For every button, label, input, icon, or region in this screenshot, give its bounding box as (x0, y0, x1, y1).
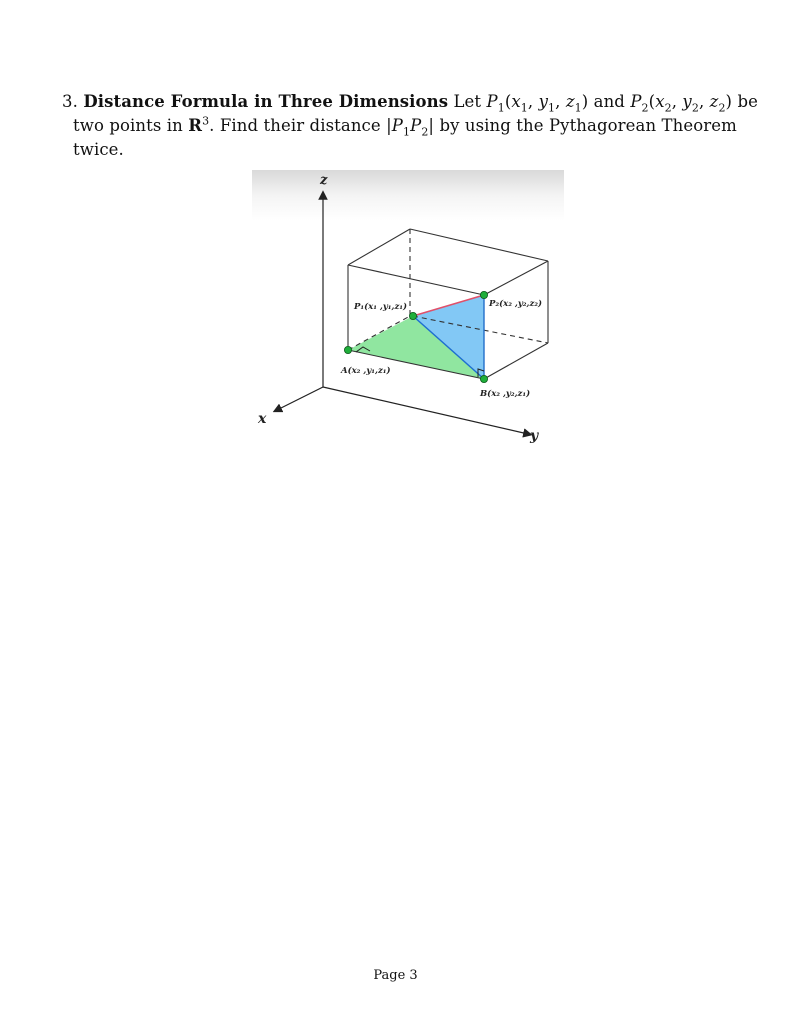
problem-statement (62, 90, 758, 162)
p2-symbol: P (630, 92, 642, 111)
point-p2 (480, 291, 487, 298)
y2-symbol: y (682, 92, 692, 111)
text-two-points: two points in (73, 116, 183, 135)
text-pythagorean: by using the Pythagorean Theorem (439, 116, 737, 135)
label-p1: P₁(x₁ ,y₁,z₁) (354, 302, 408, 312)
z1-subscript: 1 (574, 101, 582, 115)
p1-subscript: 1 (497, 101, 505, 115)
paren-close: ) (581, 92, 589, 111)
y2-subscript: 2 (691, 101, 699, 115)
problem-line-2 (62, 114, 737, 139)
dist-p1-symbol: P (391, 116, 403, 135)
x2-symbol: x (655, 92, 665, 111)
x-axis-label: x (258, 411, 267, 427)
paren-open: ( (504, 92, 512, 111)
point-p1 (409, 312, 416, 319)
x1-symbol: x (511, 92, 521, 111)
p2-subscript: 2 (641, 101, 649, 115)
problem-number: 3. (62, 92, 78, 111)
x2-subscript: 2 (664, 101, 672, 115)
point-b (480, 375, 487, 382)
label-p2: P₂(x₂ ,y₂,z₂) (489, 299, 543, 309)
paren-open: ( (648, 92, 656, 111)
comma: , (698, 92, 710, 111)
text-twice: twice. (73, 140, 124, 159)
label-a: A(x₂ ,y₁,z₁) (341, 366, 391, 376)
abs-close: | (428, 116, 435, 135)
text-be: be (737, 92, 758, 111)
y-axis-label: y (530, 428, 539, 444)
x1-subscript: 1 (520, 101, 528, 115)
z2-subscript: 2 (718, 101, 726, 115)
problem-line-1 (62, 90, 758, 115)
comma: , (671, 92, 683, 111)
p1-symbol: P (486, 92, 498, 111)
space-symbol: R (188, 116, 203, 135)
y1-symbol: y (538, 92, 549, 111)
paren-close: ) (725, 92, 733, 111)
distance-3d-figure (252, 170, 564, 452)
text-find-distance: . Find their distance (209, 116, 381, 135)
comma: , (555, 92, 566, 111)
problem-title: Distance Formula in Three Dimensions (83, 92, 449, 111)
z2-symbol: z (709, 92, 719, 111)
figure-svg (252, 170, 564, 452)
figure-background (252, 170, 564, 452)
z1-symbol: z (565, 92, 575, 111)
z-axis-label: z (320, 173, 328, 188)
dist-p1-subscript: 1 (403, 125, 411, 139)
comma: , (527, 92, 539, 111)
abs-open: | (386, 116, 392, 135)
y1-subscript: 1 (548, 101, 556, 115)
dist-p2-subscript: 2 (421, 125, 429, 139)
problem-line-3 (62, 138, 732, 162)
point-a (344, 346, 351, 353)
page-number: Page 3 (373, 968, 418, 983)
space-dimension: 3 (202, 114, 210, 128)
label-b: B(x₂ ,y₂,z₁) (480, 389, 531, 399)
page-footer (0, 968, 791, 983)
text-and: and (593, 92, 625, 111)
text-let: Let (453, 92, 482, 111)
dist-p2-symbol: P (410, 116, 422, 135)
